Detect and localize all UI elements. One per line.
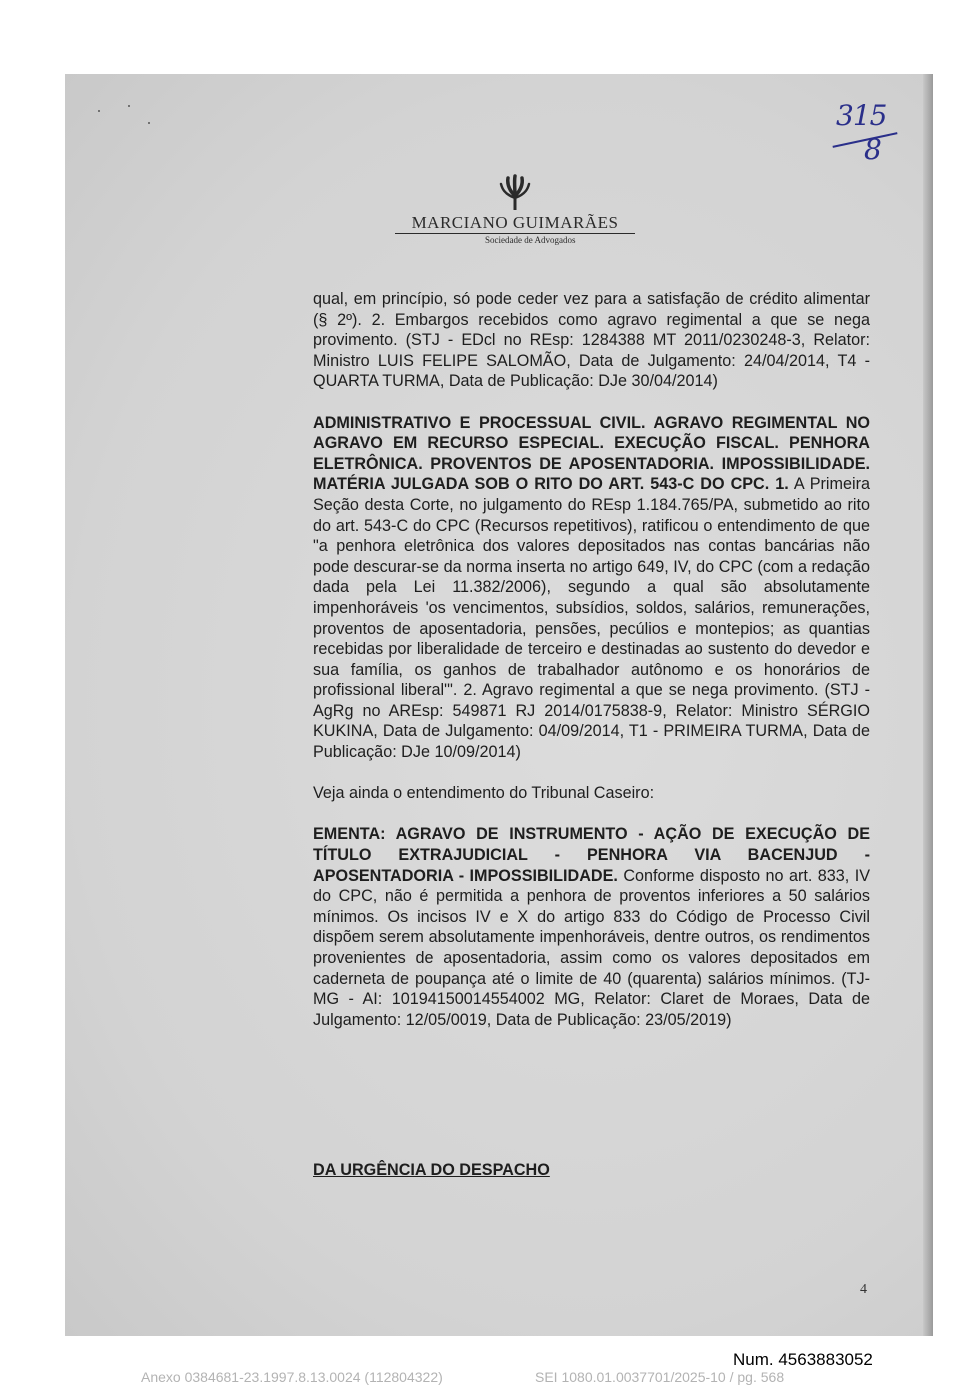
scan-speck: [128, 105, 130, 107]
handwritten-folio-number: 315: [836, 99, 887, 132]
paragraph-text: qual, em princípio, só pode ceder vez para a satisfação de crédito alimentar (§ 2º). 2. Embargos recebidos como agravo regimental a que se nega provimento. (STJ - EDcl no REsp: 1284388 MT 2011/0230248-3, Relator: Ministro LUIS FELIPE SALOMÃO, Data de Julgamento: 24/04/2014, T4 - QUARTA TURMA, Data de Publicação: DJe 30/04/2014): [313, 290, 870, 391]
document-id-stamp: Num. 4563883052: [733, 1350, 873, 1369]
handwritten-sheet-number: 8: [864, 133, 882, 166]
letterhead-logo: [395, 172, 635, 252]
paragraph-text: Veja ainda o entendimento do Tribunal Caseiro:: [313, 784, 655, 803]
paragraph-bold-lead: ADMINISTRATIVO E PROCESSUAL CIVIL. AGRAVO REGIMENTAL NO AGRAVO EM RECURSO ESPECIAL. EXECUÇÃO FISCAL. PENHORA ELETRÔNICA. PROVENTOS DE APOSENTADORIA. IMPOSSIBILIDADE. MATÉRIA JULGADA SOB O RITO DO ART. 543-C DO CPC. 1.: [313, 413, 870, 494]
scan-speck: [98, 110, 100, 112]
paragraph: [313, 783, 870, 804]
section-heading: DA URGÊNCIA DO DESPACHO: [313, 1161, 550, 1179]
handwritten-folio-annotation: [810, 95, 920, 175]
footer-annex-reference: Anexo 0384681-23.1997.8.13.0024 (112804322): [141, 1369, 443, 1385]
paragraph-bold-lead: EMENTA: AGRAVO DE INSTRUMENTO - AÇÃO DE EXECUÇÃO DE TÍTULO EXTRAJUDICIAL - PENHORA VIA BACENJUD - APOSENTADORIA - IMPOSSIBILIDADE.: [313, 825, 870, 885]
page-number: 4: [860, 1282, 867, 1297]
firm-name: MARCIANO GUIMARÃES: [395, 214, 635, 234]
feather-logo-icon: [495, 172, 535, 212]
scan-speck: [148, 122, 150, 124]
paragraph: [313, 289, 870, 392]
paragraph: [313, 413, 870, 763]
footer-sei-reference: SEI 1080.01.0037701/2025-10 / pg. 568: [535, 1369, 785, 1385]
paragraph-text: A Primeira Seção desta Corte, no julgamento do REsp 1.184.765/PA, submetido ao rito do art. 543-C do CPC (Recursos repetitivos), ratificou o entendimento de que "a penhora eletrônica dos valores depositados nas contas bancárias não pode descurar-se da norma inserta no artigo 649, IV, do CPC (com a redação dada pela Lei 11.382/2006), segundo a qual são absolutamente impenhoráveis 'os vencimentos, subsídios, soldos, salários, remunerações, proventos de aposentadoria, pensões, pecúlios e montepios; as quantias recebidas por liberalidade de terceiro e destinadas ao sustento do devedor e sua família, os ganhos de trabalhador autônomo e os honorários de profissional liberal'". 2. Agravo regimental a que se nega provimento. (STJ - AgRg no AREsp: 549871 RJ 2014/0175838-9, Relator: Ministro SÉRGIO KUKINA, Data de Julgamento: 04/09/2014, T1 - PRIMEIRA TURMA, Data de Publicação: DJe 10/09/2014): [313, 475, 870, 762]
scan-shadow-edge: [923, 74, 933, 1336]
document-body: [313, 289, 870, 1051]
paragraph: [313, 824, 870, 1030]
firm-subtitle: Sociedade de Advogados: [485, 235, 576, 245]
paragraph-text: Conforme disposto no art. 833, IV do CPC, não é permitida a penhora de proventos inferiores a 50 salários mínimos. Os incisos IV e X do artigo 833 do Código de Processo Civil dispõem serem absolutamente impenhoráveis, dentre outros, os rendimentos provenientes de aposentadoria, assim como os valores depositados em caderneta de poupança até o limite de 40 (quarenta) salários mínimos. (TJ-MG - AI: 10194150014554002 MG, Relator: Claret de Moraes, Data de Julgamento: 12/05/0019, Data de Publicação: 23/05/2019): [313, 866, 870, 1029]
